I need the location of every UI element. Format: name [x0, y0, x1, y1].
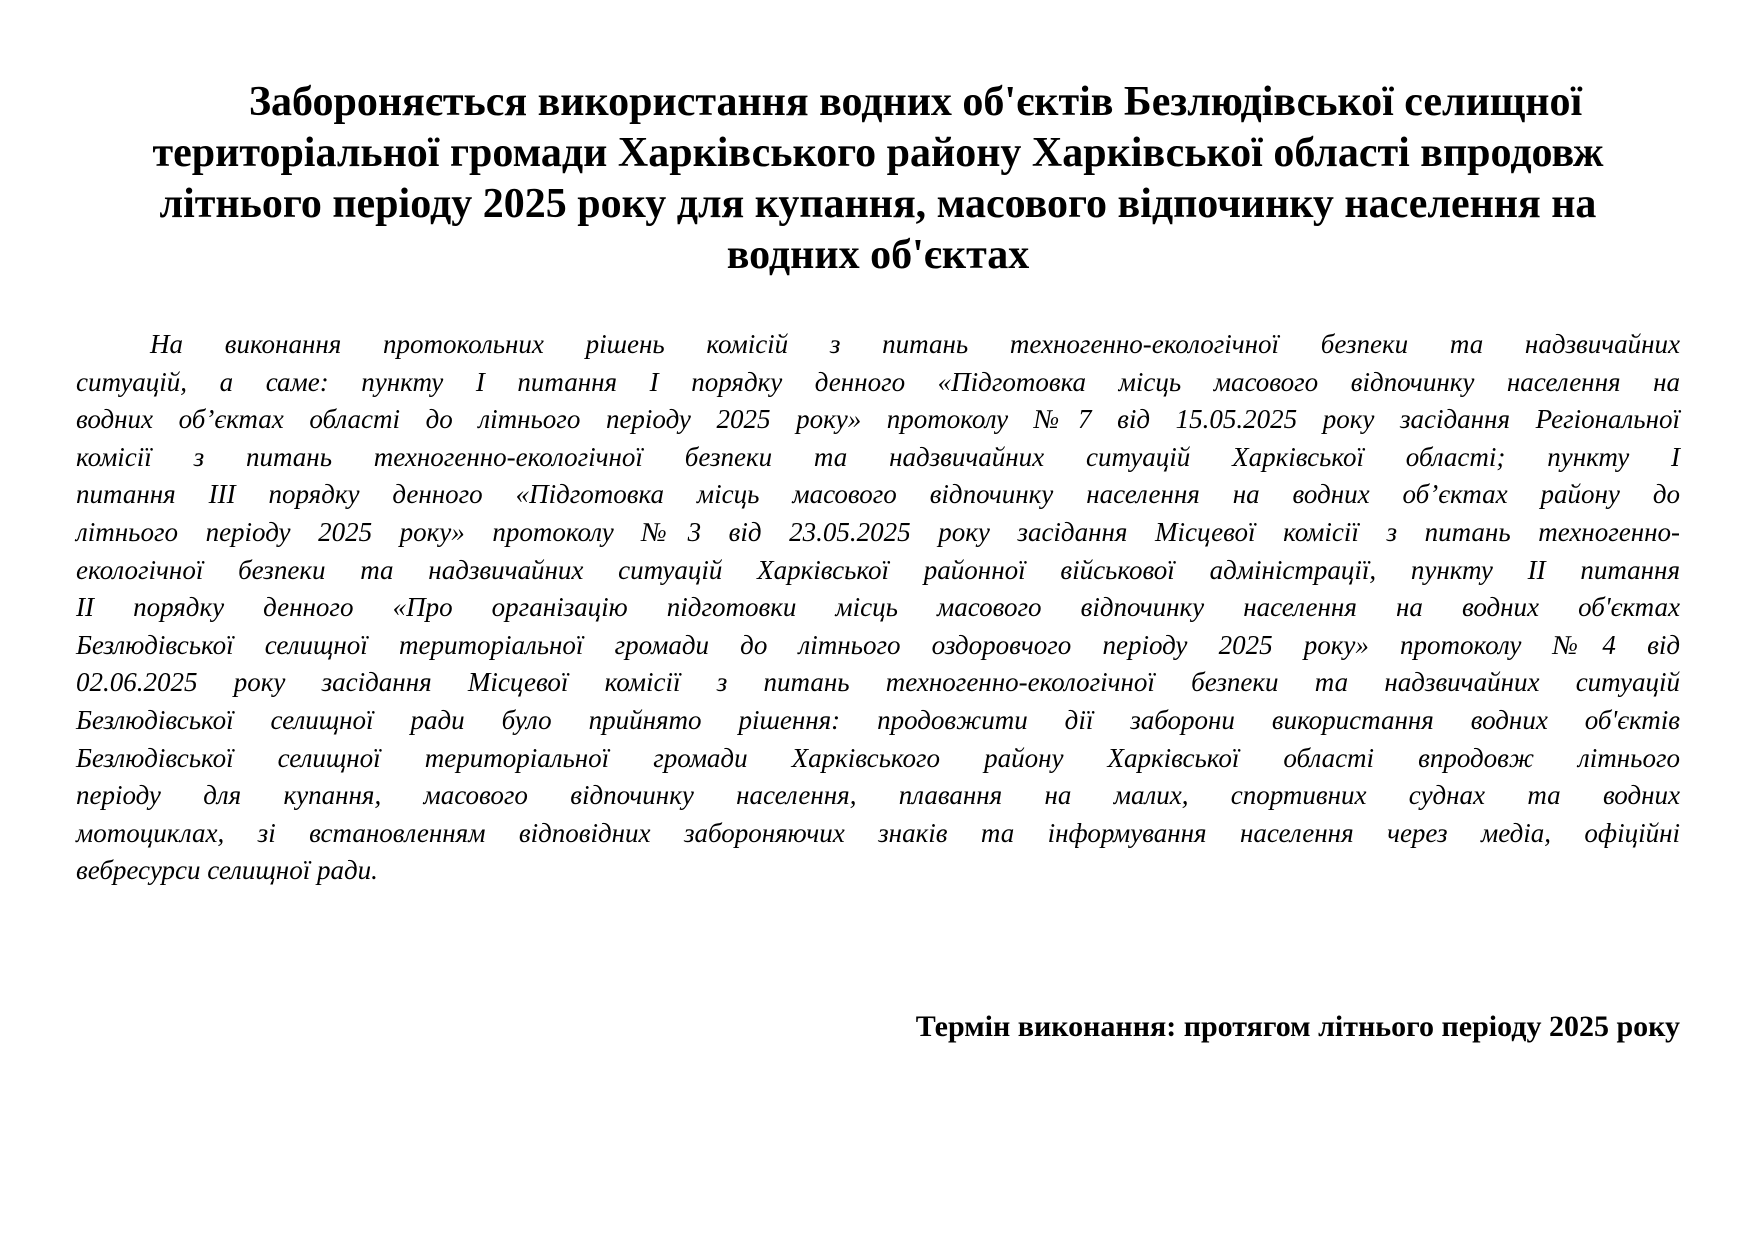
body-line: Безлюдівської селищної ради було прийнято рішення: продовжити дії заборони використання водних об'єктів	[76, 704, 1680, 735]
deadline-line: Термін виконання: протягом літнього періоду 2025 року	[915, 1009, 1680, 1043]
document-body-paragraph	[76, 326, 1680, 890]
body-line: водних об’єктах області до літнього періоду 2025 року» протоколу №7 від 15.05.2025 року засідання Регіональної	[76, 404, 1680, 435]
title-line: водних об'єктах	[726, 232, 1030, 278]
body-line: літнього періоду 2025 року» протоколу №3 від 23.05.2025 року засідання Місцевої комісії з питань техногенно-	[76, 516, 1680, 547]
title-line: територіальної громади Харківського району Харківської області впродовж	[152, 130, 1604, 176]
document-title	[76, 77, 1680, 281]
body-line: періоду для купання, масового відпочинку населення, плавання на малих, спортивних суднах та водних	[76, 780, 1680, 811]
body-line: Безлюдівської селищної територіальної громади до літнього оздоровчого періоду 2025 року» протоколу №4 від	[76, 629, 1680, 660]
title-line: літнього періоду 2025 року для купання, масового відпочинку населення на	[159, 181, 1597, 227]
body-line: питання ІІІ порядку денного «Підготовка місць масового відпочинку населення на водних об’єктах району до	[76, 479, 1680, 510]
body-line: Безлюдівської селищної територіальної громади Харківського району Харківської області впродовж літнього	[76, 742, 1680, 773]
body-line: мотоциклах, зі встановленням відповідних забороняючих знаків та інформування населення через медіа, офіційні	[76, 817, 1680, 848]
body-line: екологічної безпеки та надзвичайних ситуацій Харківської районної військової адміністрації, пункту ІІ питання	[76, 554, 1680, 585]
body-line: вебресурси селищної ради.	[76, 855, 378, 886]
body-line: 02.06.2025 року засідання Місцевої комісії з питань техногенно-екологічної безпеки та надзвичайних ситуацій	[76, 667, 1680, 698]
body-line: ІІ порядку денного «Про організацію підготовки місць масового відпочинку населення на водних об'єктах	[76, 592, 1680, 623]
title-line: Забороняється використання водних об'єктів Безлюдівської селищної	[248, 79, 1583, 125]
body-line: На виконання протокольних рішень комісій з питань техногенно-екологічної безпеки та надзвичайних	[150, 329, 1680, 359]
body-line: комісії з питань техногенно-екологічної безпеки та надзвичайних ситуацій Харківської області; пункту І	[76, 441, 1680, 472]
body-line: ситуацій, а саме: пункту І питання І порядку денного «Підготовка місць масового відпочинку населення на	[76, 366, 1680, 397]
